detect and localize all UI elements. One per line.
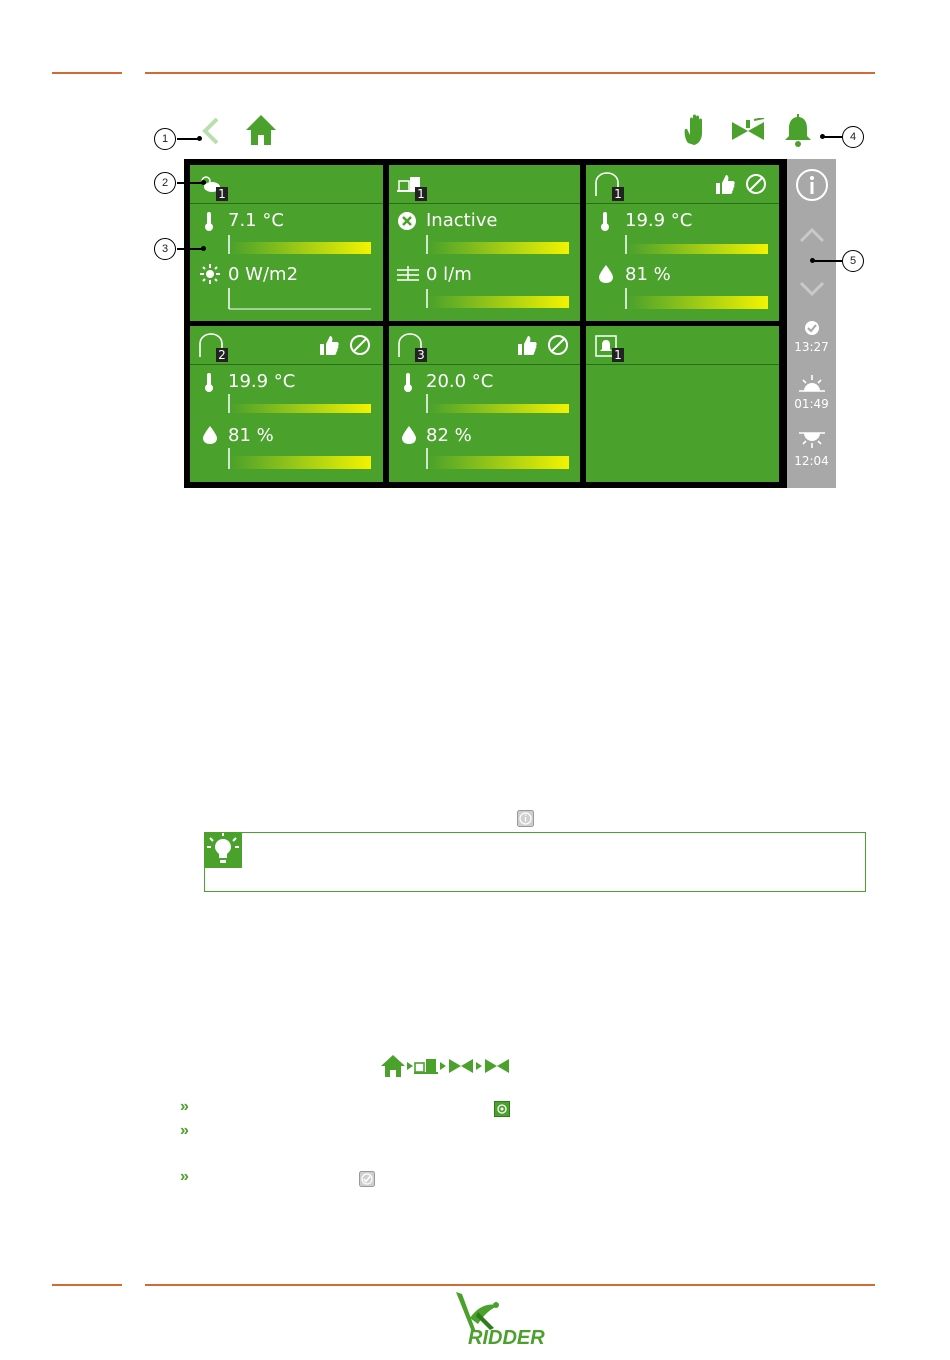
header-rule-right	[145, 72, 875, 74]
chevron-up-icon[interactable]	[799, 227, 825, 243]
chevron-right-icon	[440, 1062, 446, 1070]
info-icon[interactable]	[795, 168, 829, 202]
disable-icon[interactable]	[349, 334, 371, 356]
bullet: »	[180, 1168, 189, 1185]
sparkline	[625, 288, 769, 310]
sparkline	[426, 448, 570, 470]
callout-dot	[201, 180, 206, 185]
disable-icon[interactable]	[547, 334, 569, 356]
tile-alarm-house[interactable]	[586, 326, 779, 482]
sparkline	[228, 394, 372, 414]
sunset-icon	[799, 431, 825, 449]
sparkline	[228, 448, 372, 470]
tip-box	[204, 832, 866, 892]
callout-2: 2	[154, 172, 176, 194]
callout-5: 5	[842, 250, 864, 272]
thumbs-up-icon[interactable]	[318, 334, 340, 356]
tile-greenhouse-2[interactable]	[190, 326, 383, 482]
home-icon	[380, 1054, 406, 1078]
sparkline	[228, 235, 372, 255]
header-rule-left	[52, 72, 122, 74]
chevron-right-icon	[476, 1062, 482, 1070]
sparkline	[625, 235, 769, 255]
tile-value-2: 81 %	[625, 264, 671, 285]
check-icon	[359, 1171, 375, 1187]
breadcrumb	[380, 1053, 512, 1079]
tile-badge: 3	[415, 348, 427, 362]
callout-dot	[820, 134, 825, 139]
tile-header	[190, 165, 383, 204]
hand-icon[interactable]	[682, 113, 712, 147]
chevron-right-icon	[407, 1062, 413, 1070]
tile-value-1: 19.9 °C	[228, 371, 296, 392]
callout-dot	[197, 136, 202, 141]
bullet: »	[180, 1122, 189, 1139]
tile-header	[389, 326, 580, 365]
time-sunrise: 01:49	[794, 397, 829, 411]
tile-value-1: Inactive	[426, 210, 498, 231]
tile-value-2: 81 %	[228, 425, 274, 446]
bell-icon[interactable]	[782, 114, 814, 148]
tile-value-1: 7.1 °C	[228, 210, 284, 231]
tile-value-1: 19.9 °C	[625, 210, 693, 231]
ridder-logo	[448, 1288, 570, 1352]
humidity-icon	[401, 425, 417, 445]
valve-icon	[484, 1057, 510, 1075]
settings-icon	[494, 1101, 510, 1117]
thermometer-icon	[401, 371, 415, 393]
tile-value-2: 0 W/m2	[228, 264, 299, 285]
thermometer-icon	[202, 210, 216, 232]
thumbs-up-icon[interactable]	[714, 173, 736, 195]
home-icon[interactable]	[244, 113, 278, 147]
tile-value-2: 0 l/m	[426, 264, 472, 285]
thumbs-up-icon[interactable]	[516, 334, 538, 356]
sunrise-icon	[799, 375, 825, 393]
footer-rule-left	[52, 1284, 122, 1286]
valve-icon	[448, 1057, 474, 1075]
tile-badge: 1	[612, 187, 624, 201]
back-icon[interactable]	[200, 116, 222, 146]
irrigation-icon	[414, 1056, 438, 1076]
valve-icon[interactable]	[730, 118, 766, 144]
tile-greenhouse-3[interactable]	[389, 326, 580, 482]
sun-icon	[200, 264, 220, 284]
flow-icon	[397, 266, 419, 282]
callout-line	[822, 136, 842, 138]
humidity-icon	[202, 425, 218, 445]
thermometer-icon	[598, 210, 612, 232]
callout-3: 3	[154, 238, 176, 260]
callout-line	[177, 138, 199, 140]
tile-badge: 1	[216, 187, 228, 201]
tile-header	[586, 165, 779, 204]
tile-header	[190, 326, 383, 365]
thermometer-icon	[202, 371, 216, 393]
tile-header	[586, 326, 779, 365]
sparkline	[426, 394, 570, 414]
callout-line	[177, 248, 203, 250]
callout-4: 4	[842, 126, 864, 148]
tile-badge: 1	[612, 348, 624, 362]
sidebar	[787, 159, 836, 488]
sparkline	[426, 235, 570, 255]
tile-irrigation[interactable]	[389, 165, 580, 321]
footer-rule-right	[145, 1284, 875, 1286]
tile-value-2: 82 %	[426, 425, 472, 446]
tile-weather[interactable]	[190, 165, 383, 321]
tile-value-1: 20.0 °C	[426, 371, 494, 392]
chevron-down-icon[interactable]	[799, 281, 825, 297]
lightbulb-icon	[204, 832, 242, 868]
sparkline	[426, 289, 570, 309]
callout-dot	[810, 258, 815, 263]
humidity-icon	[598, 264, 614, 284]
callout-line	[177, 182, 203, 184]
disable-icon[interactable]	[745, 173, 767, 195]
tile-badge: 2	[216, 348, 228, 362]
sparkline	[228, 288, 372, 310]
callout-line	[812, 260, 842, 262]
tile-badge: 1	[415, 187, 427, 201]
info-icon	[517, 810, 534, 827]
clock-check-icon	[804, 320, 820, 336]
callout-dot	[201, 246, 206, 251]
svg-text:RIDDER: RIDDER	[468, 1327, 545, 1349]
callout-1: 1	[154, 128, 176, 150]
bullet: »	[180, 1098, 189, 1115]
inactive-icon	[397, 211, 417, 231]
tile-greenhouse-1[interactable]	[586, 165, 779, 321]
time-clock: 13:27	[794, 340, 829, 354]
time-sunset: 12:04	[794, 454, 829, 468]
tile-header	[389, 165, 580, 204]
